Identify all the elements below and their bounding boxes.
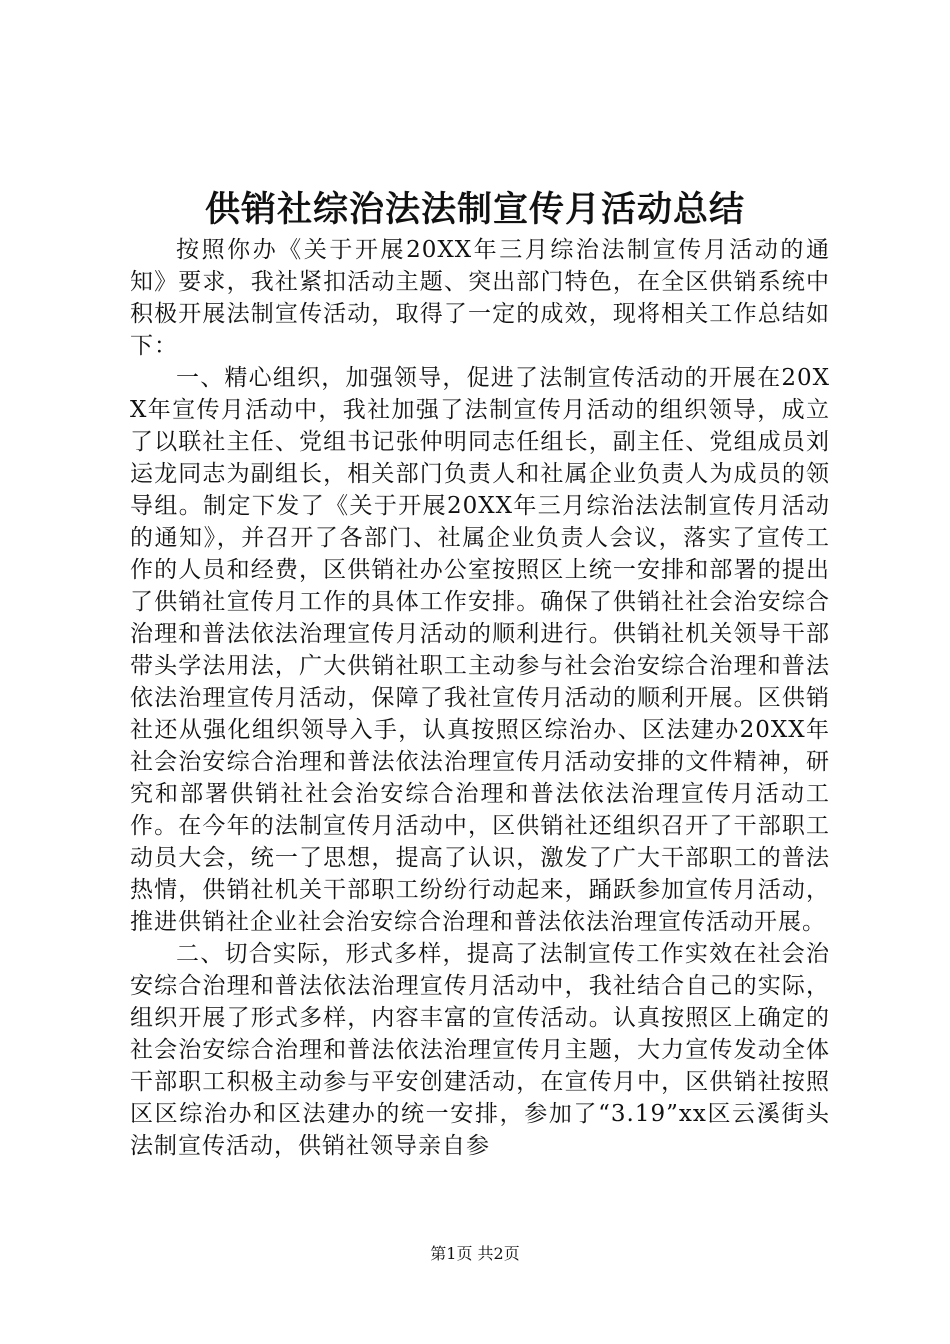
- paragraph-section-one: 一、精心组织，加强领导，促进了法制宣传活动的开展在20XX年宣传月活动中，我社加强了法制宣传月活动的组织领导，成立了以联社主任、党组书记张仲明同志任组长，副主任、党组成员刘运龙同志为副组长，相关部门负责人和社属企业负责人为成员的领导组。制定下发了《关于开展20XX年三月综治法法制宣传月活动的通知》，并召开了各部门、社属企业负责人会议，落实了宣传工作的人员和经费，区供销社办公室按照区上统一安排和部署的提出了供销社宣传月工作的具体工作安排。确保了供销社社会治安综合治理和普法依法治理宣传月活动的顺利进行。供销社机关领导干部带头学法用法，广大供销社职工主动参与社会治安综合治理和普法依法治理宣传月活动，保障了我社宣传月活动的顺利开展。区供销社还从强化组织领导入手，认真按照区综治办、区法建办20XX年社会治安综合治理和普法依法治理宣传月活动安排的文件精神，研究和部署供销社社会治安综合治理和普法依法治理宣传月活动工作。在今年的法制宣传月活动中，区供销社还组织召开了干部职工动员大会，统一了思想，提高了认识，激发了广大干部职工的普法热情，供销社机关干部职工纷纷行动起来，踊跃参加宣传月活动，推进供销社企业社会治安综合治理和普法依法治理宣传活动开展。: [130, 365, 830, 935]
- paragraph-intro: 按照你办《关于开展20XX年三月综治法制宣传月活动的通知》要求，我社紧扣活动主题、突出部门特色，在全区供销系统中积极开展法制宣传活动，取得了一定的成效，现将相关工作总结如下：: [130, 237, 830, 359]
- document-title: 供销社综治法法制宣传月活动总结: [204, 189, 745, 230]
- paragraph-section-two: 二、切合实际，形式多样，提高了法制宣传工作实效在社会治安综合治理和普法依法治理宣传月活动中，我社结合自己的实际，组织开展了形式多样，内容丰富的宣传活动。认真按照区上确定的社会治安综合治理和普法依法治理宣传月主题，大力宣传发动全体干部职工积极主动参与平安创建活动，在宣传月中，区供销社按照区区综治办和区法建办的统一安排，参加了“3.19”xx区云溪街头法制宣传活动，供销社领导亲自参: [130, 941, 830, 1159]
- page-footer: 第1页 共2页: [430, 1244, 520, 1263]
- document-body: [130, 234, 830, 1162]
